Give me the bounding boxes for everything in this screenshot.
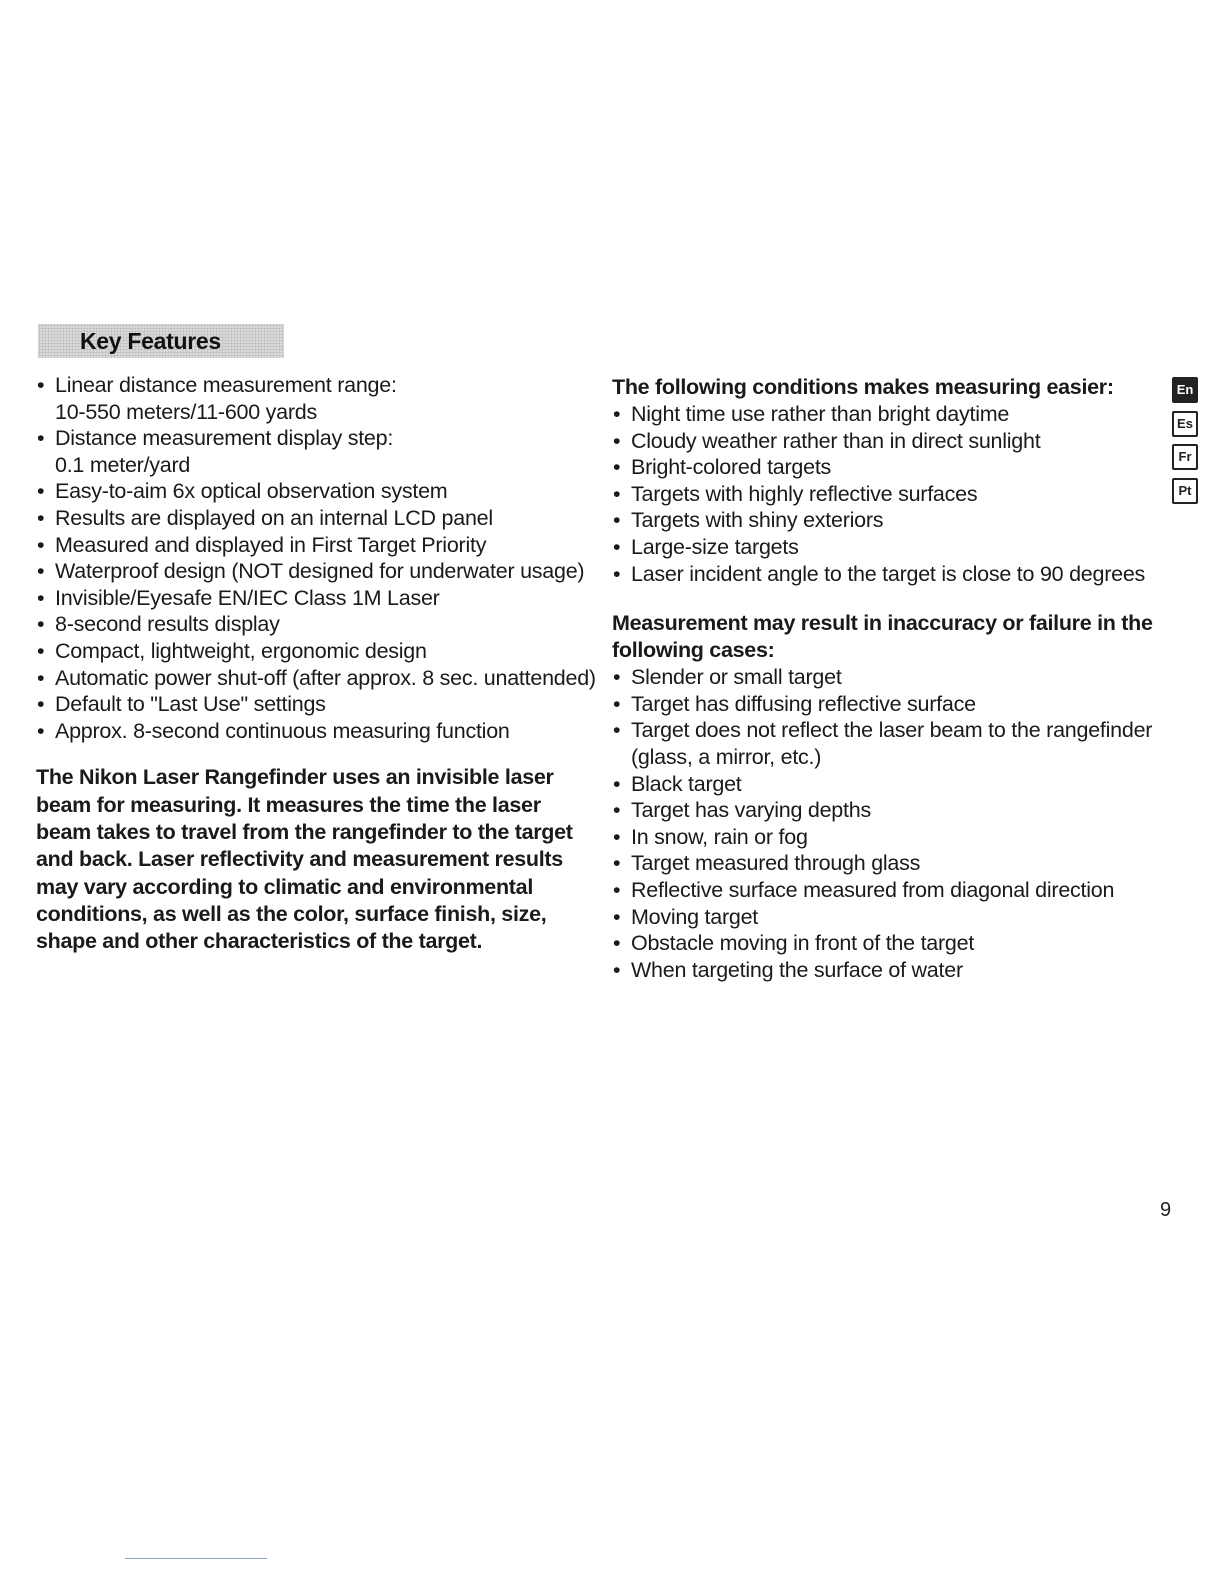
bullet-icon: • [613,771,621,796]
inaccuracy-cases-list [612,664,1160,983]
easier-item-text: Laser incident angle to the target is close to 90 degrees [631,561,1146,586]
inaccuracy-item [612,797,1160,824]
inaccuracy-item [612,930,1160,957]
feature-item-text: Approx. 8-second continuous measuring function [55,718,510,743]
bullet-icon: • [37,692,45,717]
feature-item [36,665,596,692]
bullet-icon: • [613,455,621,480]
bullet-icon: • [37,532,45,557]
bullet-icon: • [613,534,621,559]
key-features-list [36,372,596,744]
easier-conditions-list [612,401,1160,587]
feature-item-text: Easy-to-aim 6x optical observation system [55,479,448,504]
inaccuracy-item-text: Reflective surface measured from diagonal direction [631,877,1115,902]
easier-item [612,481,1160,508]
easier-item-text: Cloudy weather rather than in direct sunlight [631,428,1041,453]
language-tab-es[interactable]: Es [1172,411,1198,437]
language-tab-en[interactable]: En [1172,377,1198,403]
rangefinder-description: The Nikon Laser Rangefinder uses an invisible laser beam for measuring. It measures the time the laser beam takes to travel from the rangefinder to the target and back. Laser reflectivity and measurement results may vary according to climatic and environmental conditions, as well as the color, surface finish, size, shape and other characteristics of the target. [36,765,573,954]
inaccuracy-item-text: Target does not reflect the laser beam to the rangefinder (glass, a mirror, etc.) [631,718,1153,769]
footer-rule [125,1558,267,1559]
bullet-icon: • [613,931,621,956]
easier-item [612,428,1160,455]
inaccuracy-item-text: Target measured through glass [631,851,921,876]
feature-item [36,638,596,665]
easier-item [612,401,1160,428]
inaccuracy-item [612,850,1160,877]
bullet-icon: • [37,612,45,637]
bullet-icon: • [37,718,45,743]
feature-item-text: Distance measurement display step: 0.1 meter/yard [55,426,394,477]
inaccuracy-item-text: When targeting the surface of water [631,957,963,982]
bullet-icon: • [613,957,621,982]
inaccuracy-item-text: Black target [631,771,742,796]
feature-item [36,425,596,478]
easier-conditions-heading: The following conditions makes measuring easier: [612,375,1114,399]
bullet-icon: • [613,561,621,586]
bullet-icon: • [37,426,45,451]
bullet-icon: • [37,585,45,610]
bullet-icon: • [613,402,621,426]
feature-item [36,611,596,638]
inaccuracy-item [612,957,1160,984]
feature-item-text: Automatic power shut-off (after approx. 8 sec. unattended) [55,665,596,690]
language-tabs [1172,377,1200,511]
inaccuracy-item [612,771,1160,798]
feature-item [36,718,596,745]
inaccuracy-item [612,904,1160,931]
bullet-icon: • [613,508,621,533]
easier-item-text: Bright-colored targets [631,455,832,480]
bullet-icon: • [613,877,621,902]
inaccuracy-item-text: Moving target [631,904,759,929]
easier-item [612,507,1160,534]
bullet-icon: • [613,665,621,690]
key-features-heading [38,324,284,358]
easier-item [612,561,1160,588]
feature-item-text: 8-second results display [55,612,280,637]
inaccuracy-item-text: Target has diffusing reflective surface [631,691,976,716]
easier-item-text: Night time use rather than bright daytime [631,402,1010,426]
feature-item-text: Linear distance measurement range: 10-550 meters/11-600 yards [55,373,397,424]
inaccuracy-item [612,824,1160,851]
feature-item [36,558,596,585]
bullet-icon: • [613,798,621,823]
feature-item [36,585,596,612]
inaccuracy-item [612,877,1160,904]
page-number: 9 [1160,1199,1172,1221]
bullet-icon: • [37,505,45,530]
bullet-icon: • [37,559,45,584]
feature-item [36,691,596,718]
feature-item-text: Invisible/Eyesafe EN/IEC Class 1M Laser [55,585,440,610]
bullet-icon: • [613,691,621,716]
bullet-icon: • [613,904,621,929]
feature-item-text: Waterproof design (NOT designed for underwater usage) [55,559,585,584]
bullet-icon: • [613,481,621,506]
easier-item [612,454,1160,481]
language-tab-fr[interactable]: Fr [1172,444,1198,470]
feature-item [36,505,596,532]
bullet-icon: • [613,851,621,876]
inaccuracy-item-text: Obstacle moving in front of the target [631,931,975,956]
feature-item-text: Results are displayed on an internal LCD panel [55,505,493,530]
inaccuracy-item [612,664,1160,691]
bullet-icon: • [613,428,621,453]
feature-item [36,532,596,559]
feature-item [36,478,596,505]
bullet-icon: • [37,638,45,663]
bullet-icon: • [613,824,621,849]
easier-item-text: Large-size targets [631,534,799,559]
inaccuracy-item-text: Slender or small target [631,665,842,690]
feature-item-text: Measured and displayed in First Target Priority [55,532,487,557]
bullet-icon: • [37,373,45,397]
bullet-icon: • [37,665,45,690]
easier-item [612,534,1160,561]
right-column [612,374,1160,983]
bullet-icon: • [613,718,621,743]
easier-item-text: Targets with highly reflective surfaces [631,481,978,506]
inaccuracy-heading: Measurement may result in inaccuracy or failure in the following cases: [612,611,1153,663]
bullet-icon: • [37,479,45,504]
inaccuracy-item-text: Target has varying depths [631,798,871,823]
key-features-title: Key Features [80,328,221,354]
feature-item-text: Compact, lightweight, ergonomic design [55,638,427,663]
feature-item [36,372,596,425]
language-tab-pt[interactable]: Pt [1172,478,1198,504]
inaccuracy-item-text: In snow, rain or fog [631,824,808,849]
inaccuracy-item [612,691,1160,718]
inaccuracy-item [612,717,1160,770]
feature-item-text: Default to "Last Use" settings [55,692,326,717]
easier-item-text: Targets with shiny exteriors [631,508,884,533]
left-column [36,372,596,955]
